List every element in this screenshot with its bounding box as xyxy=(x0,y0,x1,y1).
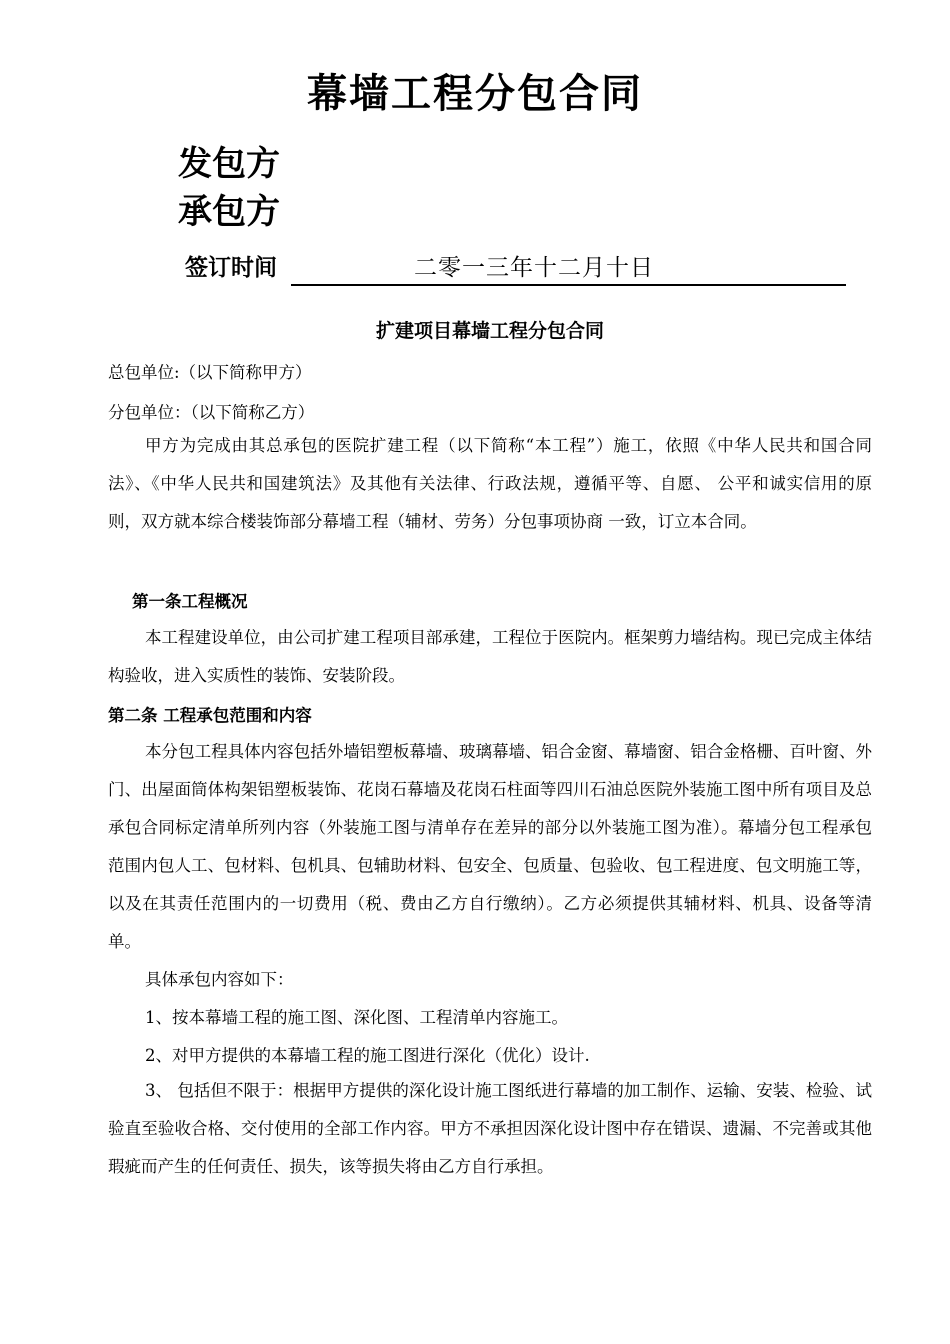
scope-intro: 具体承包内容如下： xyxy=(145,970,294,989)
scope-item-1: 1、按本幕墙工程的施工图、深化图、工程清单内容施工。 xyxy=(145,1008,568,1027)
document-title: 幕墙工程分包合同 xyxy=(307,71,643,117)
sign-date-line xyxy=(185,252,846,286)
article2-heading: 第二条 工程承包范围和内容 xyxy=(108,706,312,725)
article1-heading: 第一条工程概况 xyxy=(132,592,248,611)
sign-date: 二零一三年十二月十日 xyxy=(291,252,846,286)
article2-body: 本分包工程具体内容包括外墙铝塑板幕墙、玻璃幕墙、铝合金窗、幕墙窗、铝合金格栅、百叶窗、外门、出屋面筒体构架铝塑板装饰、花岗石幕墙及花岗石柱面等四川石油总医院外装施工图中所有项目及总承包合同标定清单所列内容（外装施工图与清单存在差异的部分以外装施工图为准）。幕墙分包工程承包范围内包人工、包材料、包机具、包辅助材料、包安全、包质量、包验收、包工程进度、包文明施工等，以及在其责任范围内的一切费用（税、费由乙方自行缴纳）。乙方必须提供其辅材料、机具、设备等清单。 xyxy=(108,742,872,951)
general-contractor-line: 总包单位:（以下简称甲方） xyxy=(108,363,312,382)
subcontractor-line: 分包单位：（以下简称乙方） xyxy=(108,403,315,422)
contract-subtitle: 扩建项目幕墙工程分包合同 xyxy=(375,320,604,342)
issuer-label: 发包方 xyxy=(178,144,280,184)
scope-item-3: 3、 包括但不限于：根据甲方提供的深化设计施工图纸进行幕墙的加工制作、运输、安装、检验、试验直至验收合格、交付使用的全部工作内容。甲方不承担因深化设计图中存在错误、遗漏、不完善或其他瑕疵而产生的任何责任、损失，该等损失将由乙方自行承担。 xyxy=(108,1081,872,1176)
sign-label: 签订时间 xyxy=(185,255,277,281)
scope-item-2: 2、对甲方提供的本幕墙工程的施工图进行深化（优化）设计. xyxy=(145,1046,590,1065)
preamble-paragraph: 甲方为完成由其总承包的医院扩建工程（以下简称“本工程”）施工，依照《中华人民共和国合同法》、《中华人民共和国建筑法》及其他有关法律、行政法规，遵循平等、自愿、 公平和诚实信用的原则，双方就本综合楼装饰部分幕墙工程（辅材、劳务）分包事项协商 一致，订立本合同。 xyxy=(108,436,872,531)
article1-body: 本工程建设单位，由公司扩建工程项目部承建，工程位于医院内。框架剪力墙结构。现已完成主体结构验收，进入实质性的装饰、安装阶段。 xyxy=(108,628,872,685)
contractor-label: 承包方 xyxy=(178,192,280,232)
